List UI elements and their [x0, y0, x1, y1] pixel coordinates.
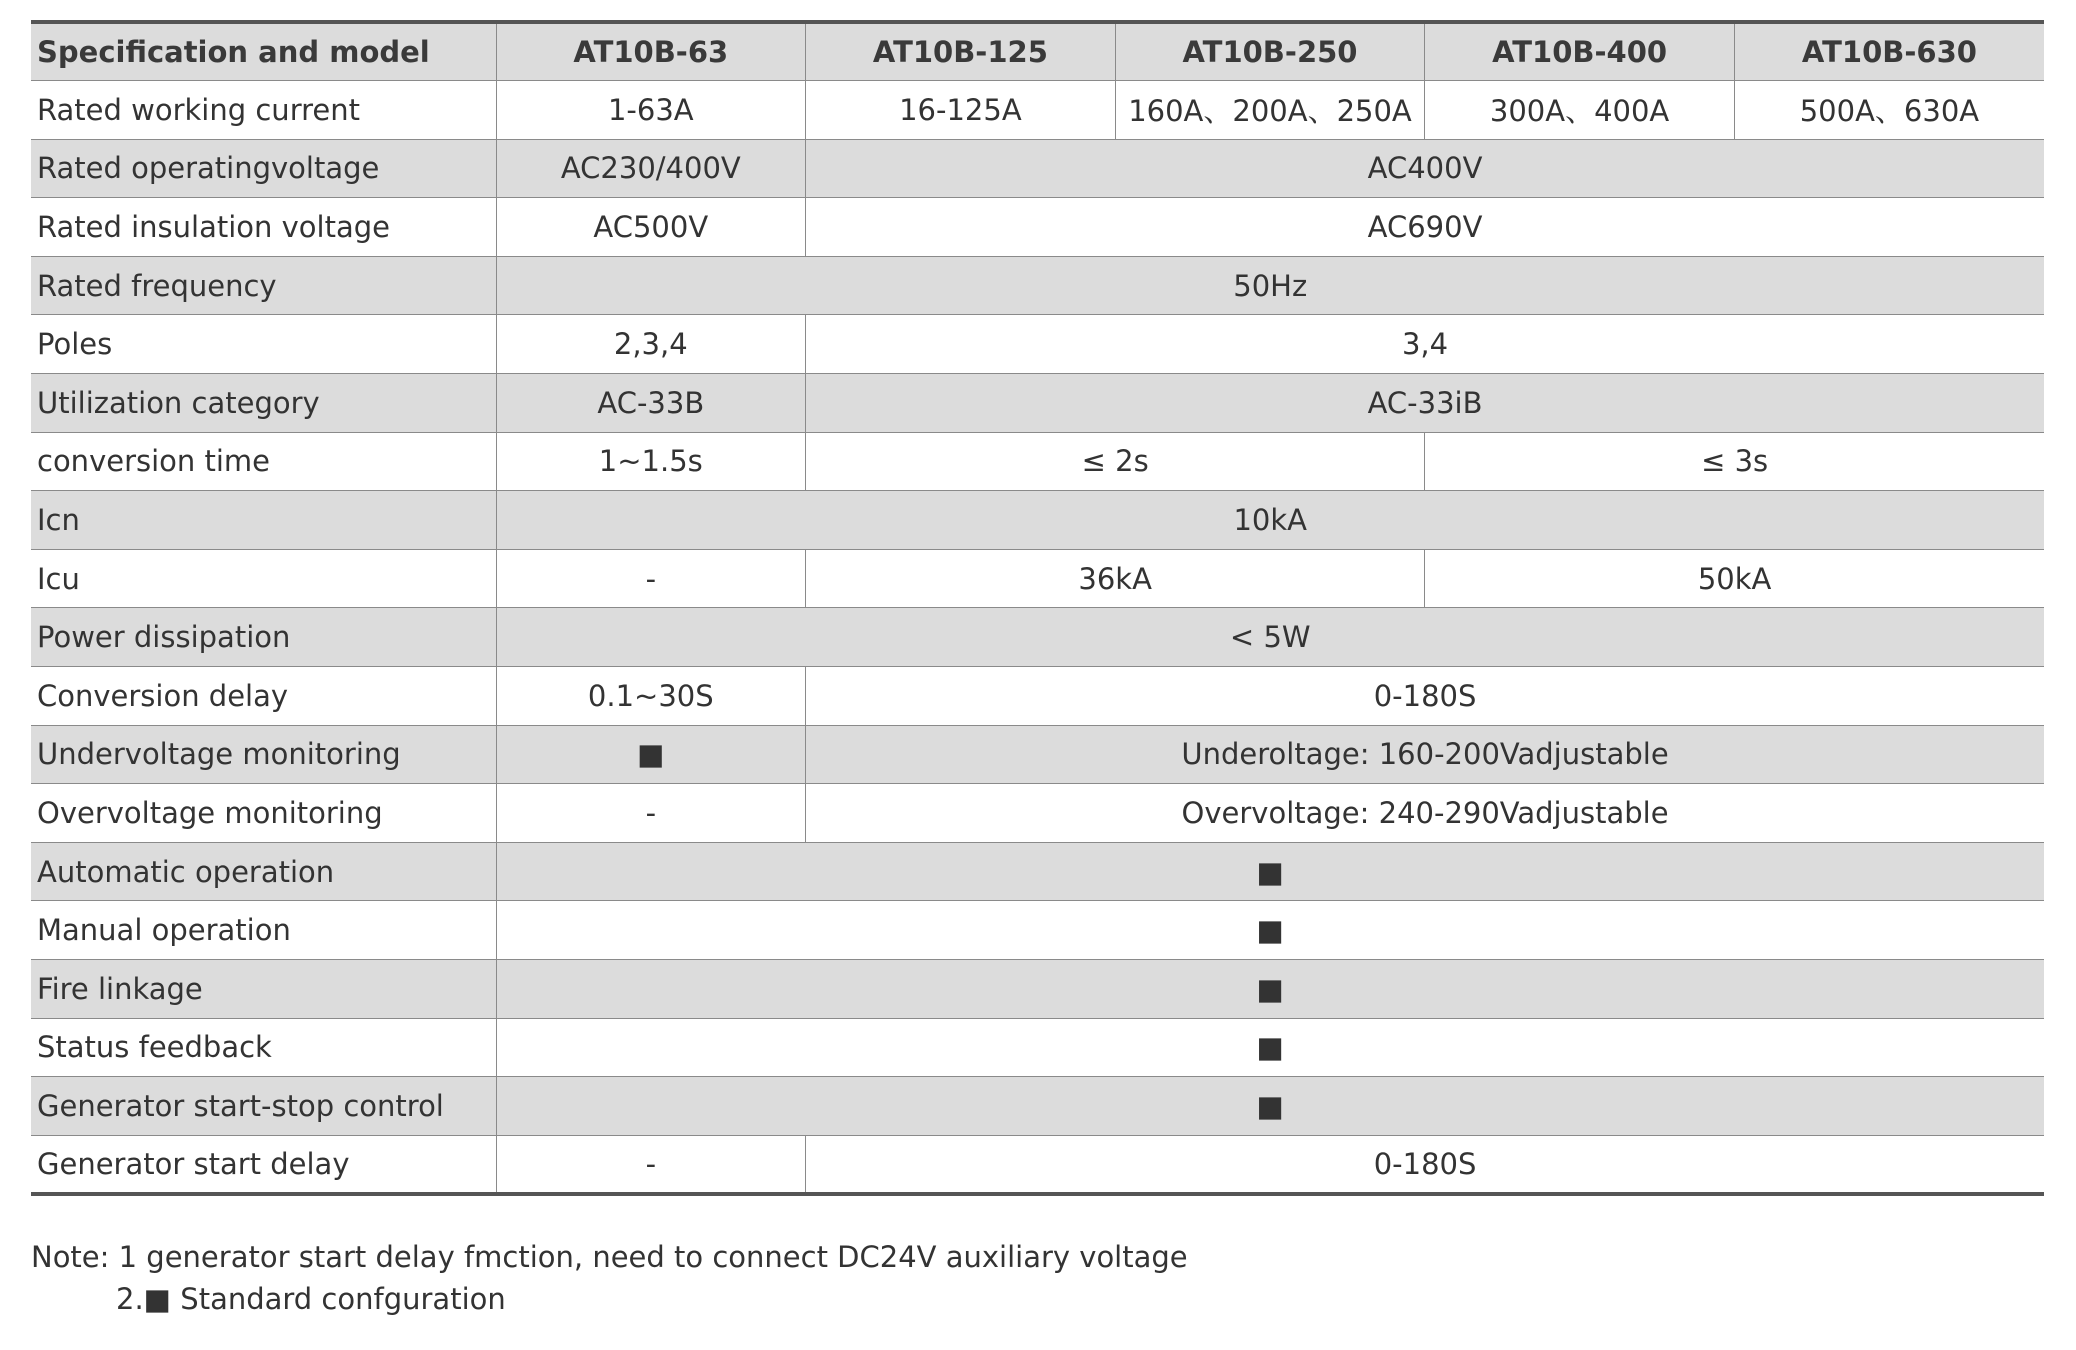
row-label: Generator start delay	[37, 1146, 350, 1181]
table-cell: ■	[496, 842, 2044, 901]
table-cell: ≤ 3s	[1425, 432, 2044, 491]
table-row	[31, 784, 2044, 843]
table-cell: AC400V	[806, 139, 2044, 198]
table-cell: ≤ 2s	[806, 432, 1425, 491]
header-model: AT10B-630	[1734, 22, 2044, 81]
table-cell: ■	[496, 725, 806, 784]
table-cell: Overvoltage: 240-290Vadjustable	[806, 784, 2044, 843]
row-label: conversion time	[31, 432, 496, 491]
table-cell: 3,4	[806, 315, 2044, 374]
table-row	[31, 960, 2044, 1019]
table-cell: ■	[496, 1077, 2044, 1136]
header-model: AT10B-125	[806, 22, 1116, 81]
header-row	[31, 22, 2044, 81]
row-label: Status feedback	[31, 1018, 496, 1077]
row-label: Overvoltage monitoring	[31, 784, 496, 843]
table-cell: AC-33B	[496, 374, 806, 433]
table-cell: ■	[496, 960, 2044, 1019]
table-row	[31, 901, 2044, 960]
row-label: Automatic operation	[31, 842, 496, 901]
table-row	[31, 725, 2044, 784]
table-row	[31, 1018, 2044, 1077]
table-row	[31, 667, 2044, 726]
row-label: Generator start-stop control	[31, 1077, 496, 1136]
table-cell: 36kA	[806, 549, 1425, 608]
table-row	[31, 374, 2044, 433]
table-cell: 500A、630A	[1734, 81, 2044, 140]
table-cell: Underoltage: 160-200Vadjustable	[806, 725, 2044, 784]
table-cell: -	[496, 784, 806, 843]
header-model: AT10B-400	[1425, 22, 1735, 81]
note-line-1: Note: 1 generator start delay fmction, need to connect DC24V auxiliary voltage	[31, 1240, 1188, 1274]
table-cell: 1-63A	[496, 81, 806, 140]
table-cell: 0-180S	[806, 667, 2044, 726]
table-cell: 10kA	[496, 491, 2044, 550]
table-row	[31, 81, 2044, 140]
table-cell: 0.1~30S	[496, 667, 806, 726]
table-row	[31, 198, 2044, 257]
table-cell: 160A、200A、250A	[1115, 81, 1425, 140]
table-cell: AC690V	[806, 198, 2044, 257]
table-cell: 300A、400A	[1425, 81, 1735, 140]
note-line-2: 2.■ Standard confguration	[116, 1282, 506, 1316]
row-label: Rated frequency	[31, 256, 496, 315]
row-label: Rated working current	[31, 81, 496, 140]
table-cell: AC230/400V	[496, 139, 806, 198]
table-cell: -	[496, 549, 806, 608]
table-cell: 50kA	[1425, 549, 2044, 608]
header-model: AT10B-63	[496, 22, 806, 81]
table-row	[31, 256, 2044, 315]
row-label: Utilization category	[31, 374, 496, 433]
table-cell: 16-125A	[806, 81, 1116, 140]
row-label: Manual operation	[31, 901, 496, 960]
table-row	[31, 1077, 2044, 1136]
table-cell: 2,3,4	[496, 315, 806, 374]
table-row	[31, 549, 2044, 608]
table-cell: ■	[496, 901, 2044, 960]
table-row	[31, 842, 2044, 901]
table-cell: < 5W	[496, 608, 2044, 667]
row-label: Conversion delay	[31, 667, 496, 726]
row-label: Icu	[31, 549, 496, 608]
table-cell: -	[496, 1135, 806, 1194]
header-spec-label: Specification and model	[31, 22, 496, 81]
table-row	[31, 139, 2044, 198]
table-cell: AC-33iB	[806, 374, 2044, 433]
table-cell: AC500V	[496, 198, 806, 257]
row-label: Rated operatingvoltage	[31, 139, 496, 198]
row-label: Power dissipation	[31, 608, 496, 667]
table-cell: 0-180S	[806, 1135, 2044, 1194]
spec-table	[31, 20, 2044, 1196]
table-cell: ■	[496, 1018, 2044, 1077]
row-label: Icn	[31, 491, 496, 550]
table-cell: 50Hz	[496, 256, 2044, 315]
table-row	[31, 608, 2044, 667]
row-label: Fire linkage	[31, 960, 496, 1019]
header-model: AT10B-250	[1115, 22, 1425, 81]
row-label: Rated insulation voltage	[31, 198, 496, 257]
table-row	[31, 491, 2044, 550]
row-label: Undervoltage monitoring	[31, 725, 496, 784]
row-label: Poles	[31, 315, 496, 374]
table-cell: 1~1.5s	[496, 432, 806, 491]
table-row	[31, 315, 2044, 374]
table-row	[31, 1135, 2044, 1194]
table-row	[31, 432, 2044, 491]
